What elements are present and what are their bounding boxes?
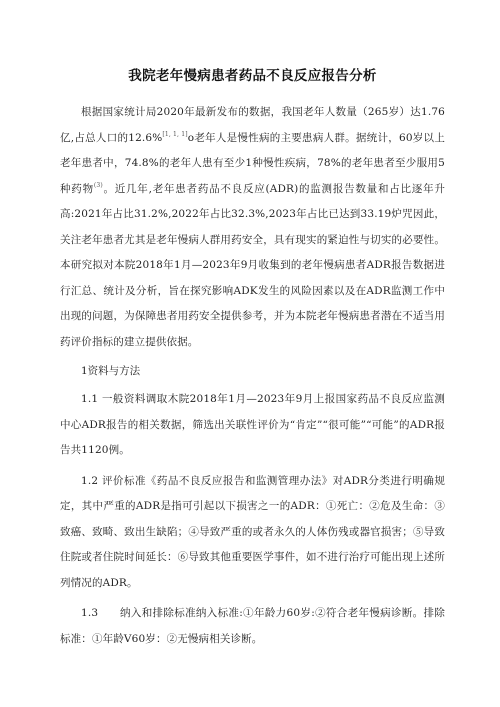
section-1-3-paragraph: 1.3 纳入和排除标准纳入标准:①年龄力60岁:②符合老年慢病诊断。排除标准：①年龄V60岁：②无慢病相关诊断。 bbox=[60, 607, 445, 645]
section-1-1-paragraph: 1.1 一般资料调取木院2018年1月—2023年9月上报国家药品不良反应监测中心ADR报告的相关数据，筛选出关联性评价为“肯定”“很可能”“可能”的ADR报告共1120例。 bbox=[60, 393, 445, 456]
document-title: 我院老年慢病患者药品不良反应报告分析 bbox=[128, 68, 377, 84]
intro-paragraph bbox=[60, 100, 445, 355]
section-1-2-paragraph: 1.2 评价标准《药品不良反应报告和监测管理办法》对ADR分类进行明确规定，其中严重的ADR是指可引起以下损害之一的ADR：①死亡：②危及生命：③致癌、致畸、致出生缺陷；④导致严重的或者永久的人体伤残或器官损害；⑤导致住院或者住院时间延长：⑥导致其他重要医学事件，如不进行治疗可能出现上述所列情况的ADR。 bbox=[60, 474, 445, 589]
citation-ref-1: [1, 1, 1] bbox=[162, 130, 188, 138]
intro-text-part-1: 根据国家统计局2020年最新发布的数据，我国老年人数量（265岁）达1.76亿,占总人口的12.6% bbox=[60, 106, 445, 144]
citation-ref-2: (3) bbox=[93, 181, 103, 189]
intro-text-part-2: o老年人是慢性病的主要患病人群。据统计，60岁以上老年患者中，74.8%的老年人患有至少1种慢性疾病，78%的老年患者至少服用5种药物 bbox=[60, 131, 445, 195]
intro-text-part-3: 。近几年,老年患者药品不良反应(ADR)的监测报告数量和占比逐年升高:2021年占比31.2%,2022年占比32.3%,2023年占比已达到33.19炉咒因此，关注老年患者尤其是老年慢病人群用药安全，具有现实的紧迫性与切实的必要性。本研究拟对本院2018年1月—2023年9月收集到的老年慢病患者ADR报告数据进行汇总、统计及分析，旨在探究影响ADK发生的风险因素以及在ADR监测工作中出现的问题，为保障患者用药安全提供参考，并为本院老年慢病患者潜在不适当用药评价指标的建立提供依据。 bbox=[60, 182, 446, 348]
section-heading-materials-methods: 1资料与方法 bbox=[81, 365, 141, 377]
